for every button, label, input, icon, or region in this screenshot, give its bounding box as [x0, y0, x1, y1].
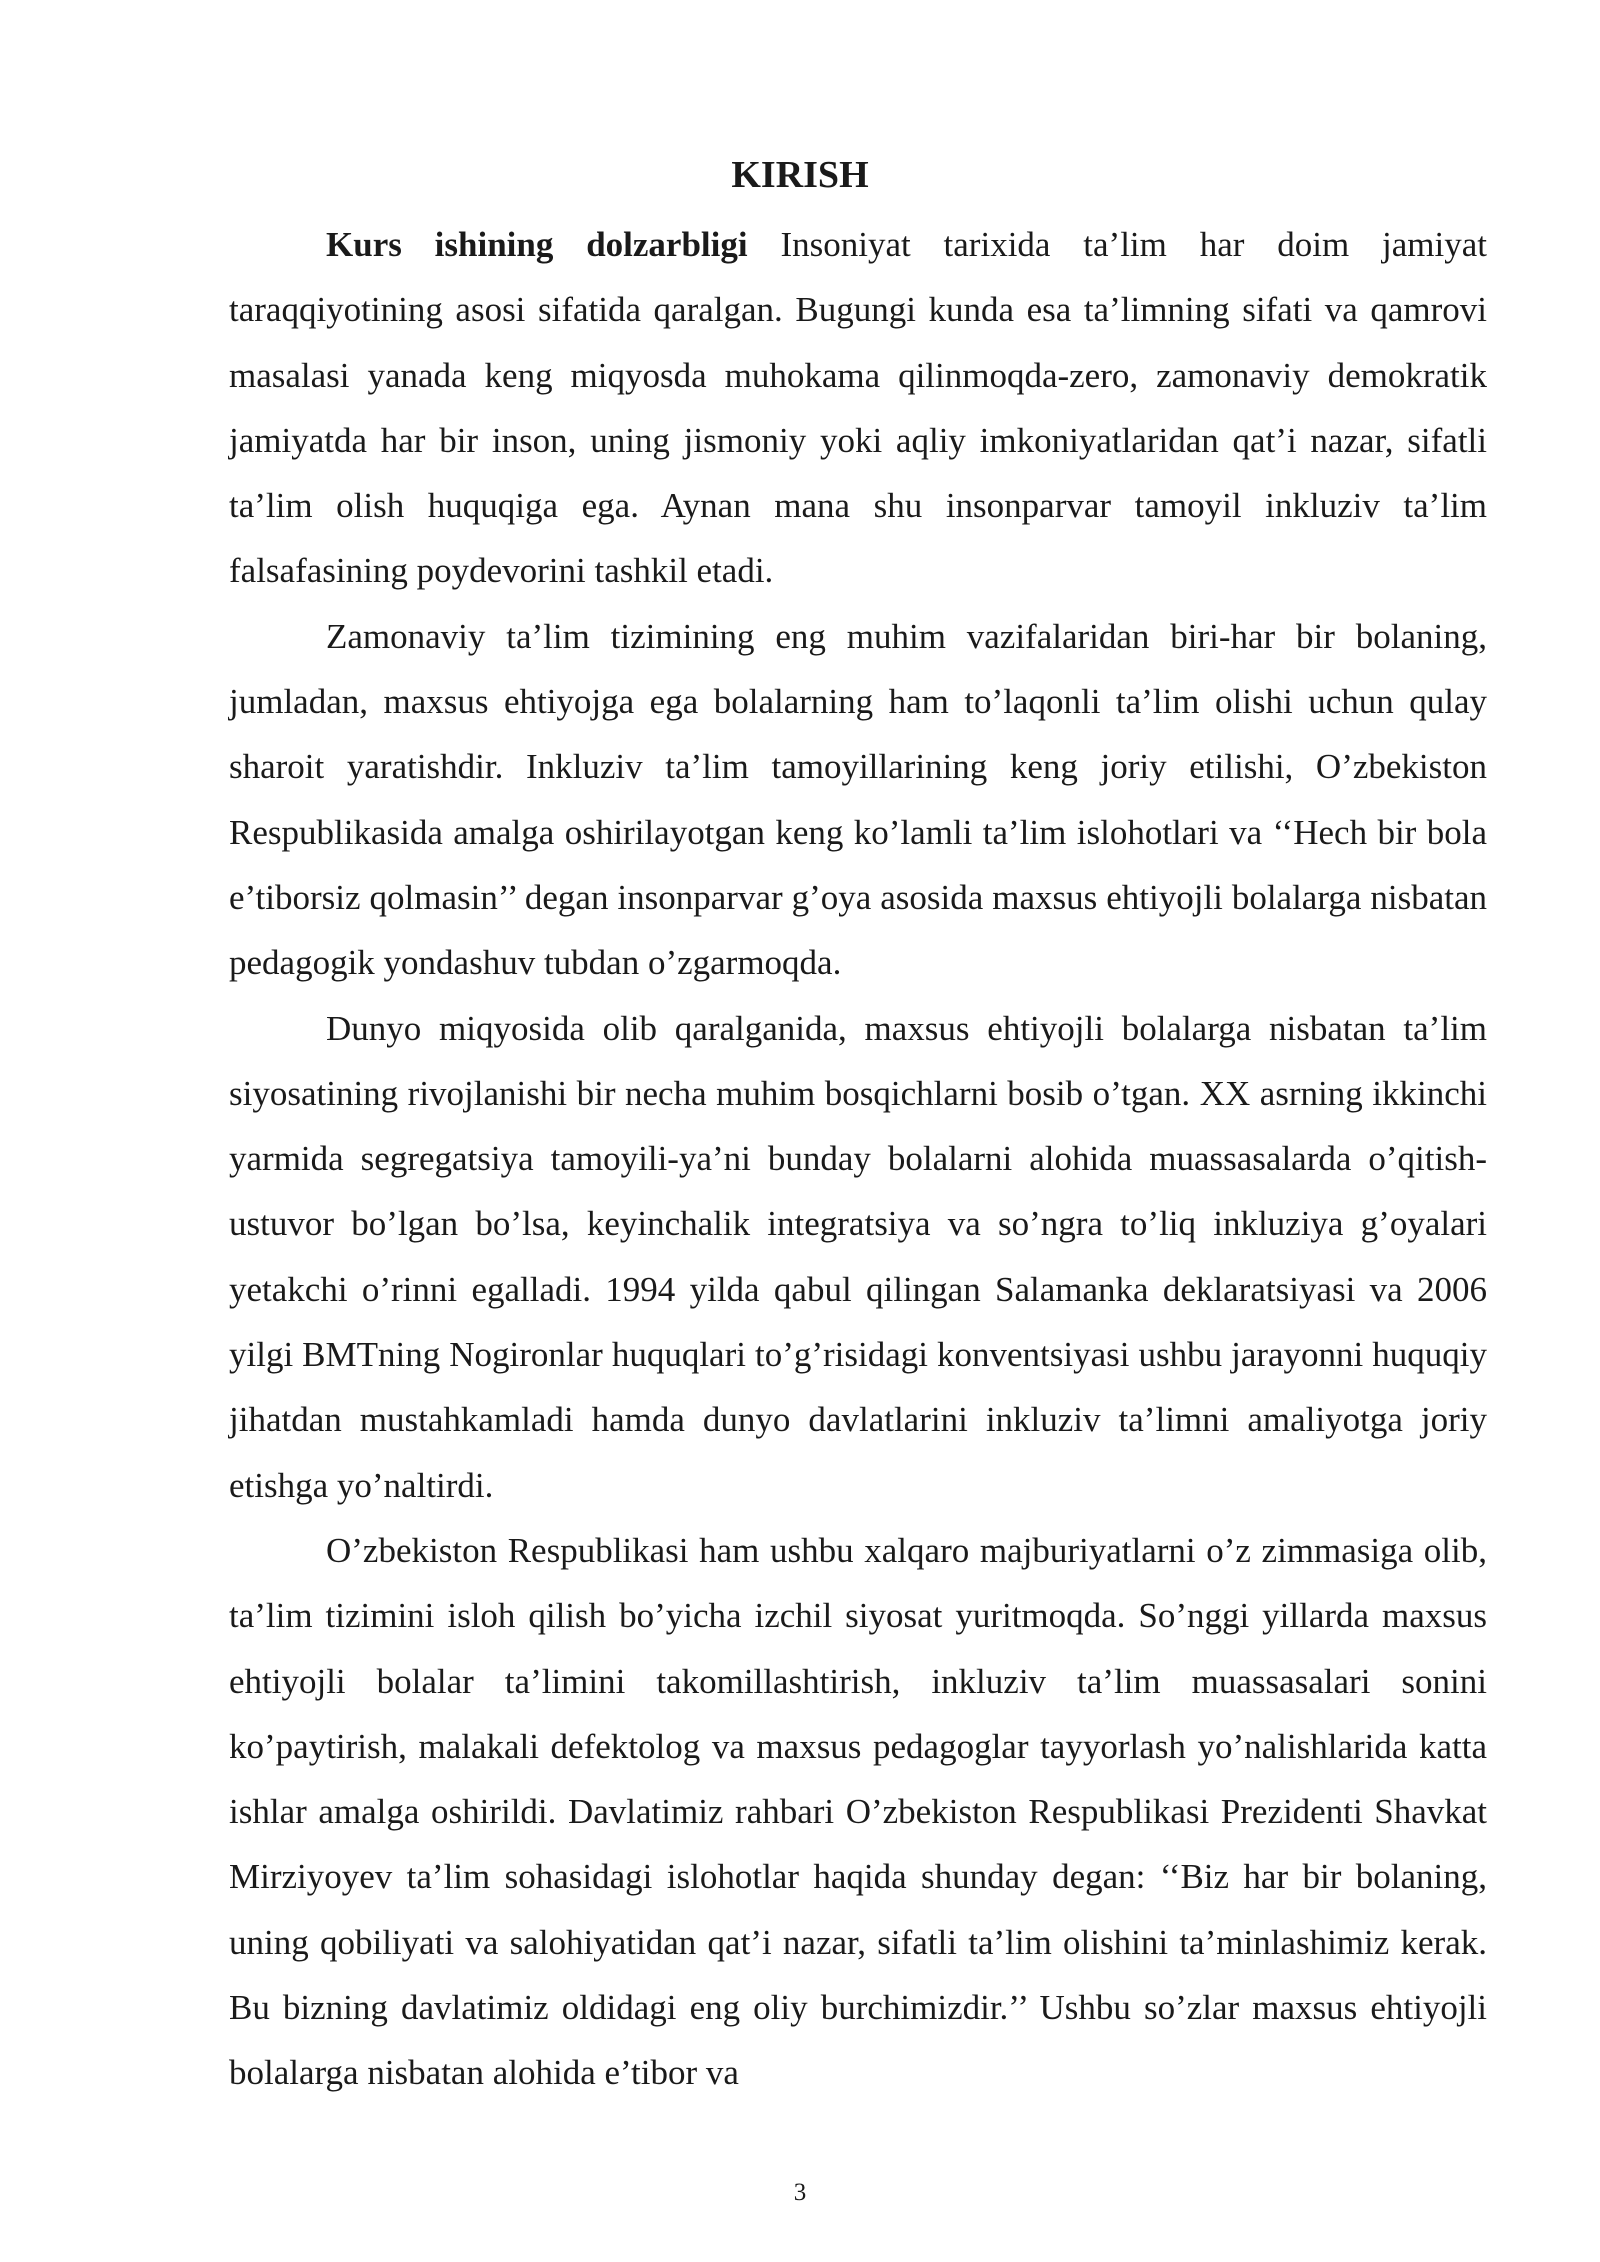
- paragraph-text: Insoniyat tarixida ta’lim har doim jamiyat taraqqiyotining asosi sifatida qaralgan. Bugungi kunda esa ta’limning sifati va qamrovi masalasi yanada keng miqyosda muhokama qilinmoqda-zero, zamonaviy demokratik jamiyatda har bir inson, uning jismoniy yoki aqliy imkoniyatlaridan qat’i nazar, sifatli ta’lim olish huquqiga ega. Aynan mana shu insonparvar tamoyil inkluziv ta’lim falsafasining poydevorini tashkil etadi.: [229, 225, 1487, 591]
- paragraph-3: Dunyo miqyosida olib qaralganida, maxsus ehtiyojli bolalarga nisbatan ta’lim siyosatining rivojlanishi bir necha muhim bosqichlarni bosib o’tgan. XX asrning ikkinchi yarmida segregatsiya tamoyili-ya’ni bunday bolalarni alohida muassasalarda o’qitish-ustuvor bo’lgan bo’lsa, keyinchalik integratsiya va so’ngra to’liq inkluziya g’oyalari yetakchi o’rinni egalladi. 1994 yilda qabul qilingan Salamanka deklaratsiyasi va 2006 yilgi BMTning Nogironlar huquqlari to’g’risidagi konventsiyasi ushbu jarayonni huquqiy jihatdan mustahkamladi hamda dunyo davlatlarini inkluziv ta’limni amaliyotga joriy etishga yo’naltirdi.: [229, 1008, 1487, 1505]
- paragraph-lead: Kurs ishining dolzarbligi: [326, 225, 748, 264]
- section-title: KIRISH: [731, 154, 869, 196]
- page-number: 3: [793, 2179, 807, 2206]
- paragraph-1: [229, 212, 1487, 604]
- paragraph-4: O’zbekiston Respublikasi ham ushbu xalqaro majburiyatlarni o’z zimmasiga olib, ta’lim tizimini isloh qilish bo’yicha izchil siyosat yuritmoqda. So’nggi yillarda maxsus ehtiyojli bolalar ta’limini takomillashtirish, inkluziv ta’lim muassasalari sonini ko’paytirish, malakali defektolog va maxsus pedagoglar tayyorlash yo’nalishlarida katta ishlar amalga oshirildi. Davlatimiz rahbari O’zbekiston Respublikasi Prezidenti Shavkat Mirziyoyev ta’lim sohasidagi islohotlar haqida shunday degan: ‘‘Biz har bir bolaning, uning qobiliyati va salohiyatidan qat’i nazar, sifatli ta’lim olishini ta’minlashimiz kerak. Bu bizning davlatimiz oldidagi eng oliy burchimizdir.’’ Ushbu so’zlar maxsus ehtiyojli bolalarga nisbatan alohida e’tibor va: [229, 1530, 1487, 2093]
- paragraph-2: Zamonaviy ta’lim tizimining eng muhim vazifalaridan biri-har bir bolaning, jumladan, maxsus ehtiyojga ega bolalarning ham to’laqonli ta’lim olishi uchun qulay sharoit yaratishdir. Inkluziv ta’lim tamoyillarining keng joriy etilishi, O’zbekiston Respublikasida amalga oshirilayotgan keng ko’lamli ta’lim islohotlari va ‘‘Hech bir bola e’tiborsiz qolmasin’’ degan insonparvar g’oya asosida maxsus ehtiyojli bolalarga nisbatan pedagogik yondashuv tubdan o’zgarmoqda.: [229, 616, 1487, 983]
- document-body: [229, 212, 1487, 2106]
